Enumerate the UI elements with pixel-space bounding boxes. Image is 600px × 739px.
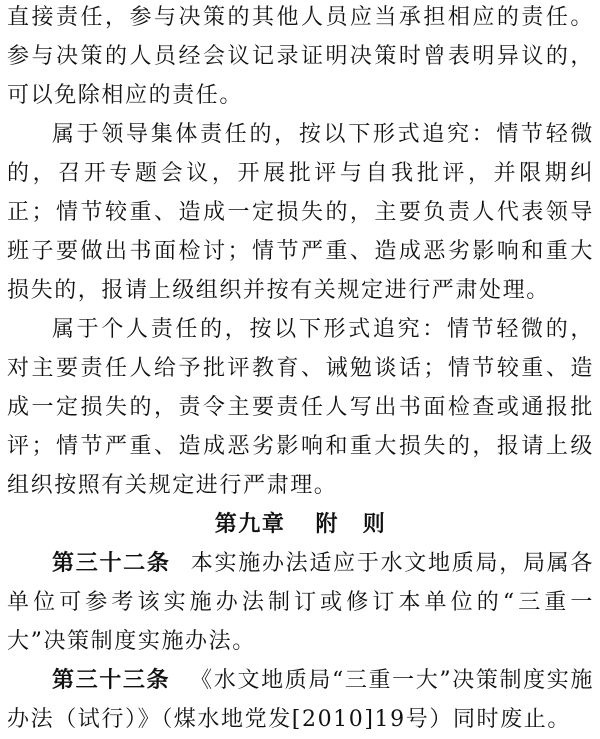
chapter-heading: [7, 505, 594, 544]
article-32: [7, 544, 594, 661]
paragraph-collective-responsibility: 属于领导集体责任的，按以下形式追究：情节轻微的，召开专题会议，开展批评与自我批评，并限期纠正；情节较重、造成一定损失的，主要负责人代表领导班子要做出书面检讨；情节严重、造成恶劣影响和重大损失的，报请上级组织并按有关规定进行严肃处理。: [7, 122, 594, 303]
chapter-title: 附 则: [315, 512, 387, 537]
paragraph-individual-responsibility: 属于个人责任的，按以下形式追究：情节轻微的，对主要责任人给予批评教育、诫勉谈话；情节较重、造成一定损失的，责令主要责任人写出书面检查或通报批评；情节严重、造成恶劣影响和重大损失的，报请上级组织按照有关规定进行严肃理。: [7, 317, 594, 498]
article-33-label: 第三十三条: [52, 668, 171, 693]
article-33-text: 《水文地质局“三重一大”决策制度实施办法（试行）》（煤水地党发[2010]19号）同时废止。: [7, 668, 594, 732]
chapter-number: 第九章: [214, 512, 286, 537]
paragraph-responsibility-continuation: 直接责任，参与决策的其他人员应当承担相应的责任。参与决策的人员经会议记录证明决策时曾表明异议的，可以免除相应的责任。: [7, 5, 594, 108]
article-33: [7, 661, 594, 739]
article-32-label: 第三十二条: [52, 551, 171, 576]
article-32-text: 本实施办法适应于水文地质局，局属各单位可参考该实施办法制订或修订本单位的“三重一大”决策制度实施办法。: [7, 551, 594, 654]
